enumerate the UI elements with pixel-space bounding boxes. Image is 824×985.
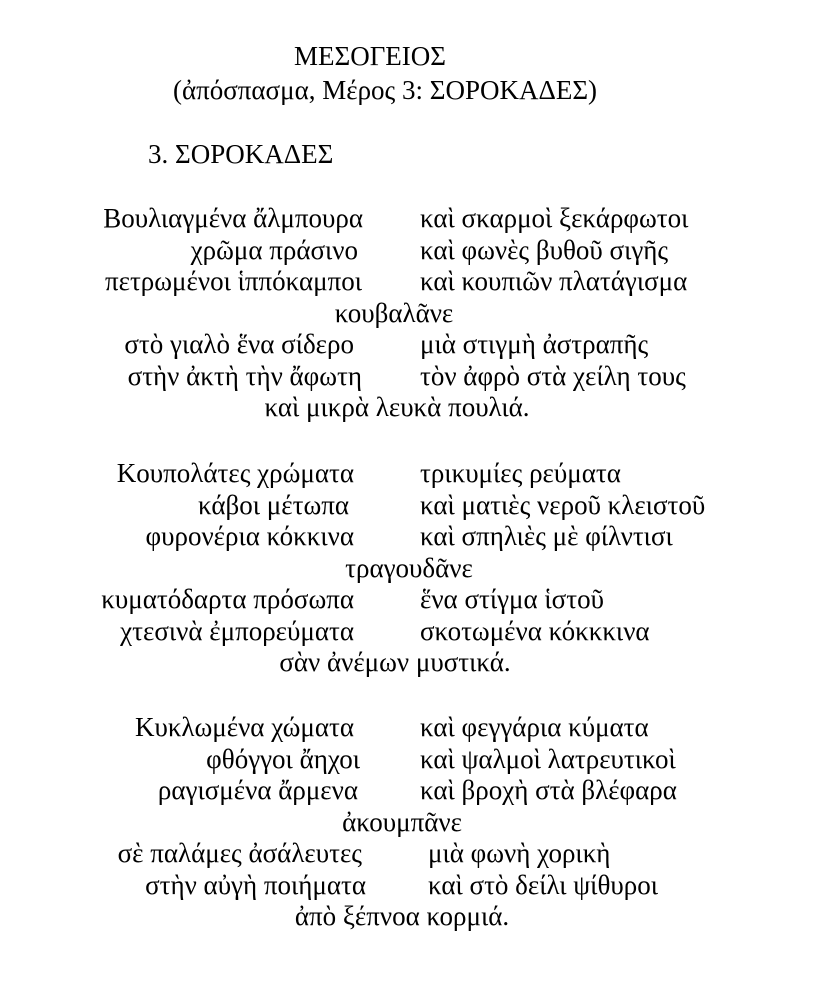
verse-line <box>0 392 824 424</box>
verse-left-column: κάβοι μέτωπα <box>198 489 349 520</box>
verse-right-column: καὶ φωνὲς βυθοῦ σιγῆς <box>420 234 669 265</box>
verse-refrain: ἀπὸ ξέπνοα κορμιά. <box>294 901 510 931</box>
verse-line <box>0 298 824 330</box>
verse-left-column: φθόγγοι ἄηχοι <box>206 743 360 774</box>
verse-line <box>0 744 824 776</box>
verse-left-column: Κυκλωμένα χώματα <box>134 712 354 742</box>
verse-line <box>0 553 824 585</box>
verse-line <box>0 616 824 648</box>
verse-refrain: τραγουδᾶνε <box>345 552 473 583</box>
verse-line <box>0 712 824 744</box>
verse-left-column: στὴν ἀκτὴ τὴν ἄφωτη <box>127 360 362 391</box>
stanza <box>0 203 824 424</box>
verse-right-column: καὶ σκαρμοὶ ξεκάρφωτοι <box>420 203 689 233</box>
verse-left-column: ραγισμένα ἄρμενα <box>157 775 358 805</box>
verse-right-column: καὶ φεγγάρια κύματα <box>420 712 649 742</box>
verse-line <box>0 870 824 902</box>
verse-left-column: στὸ γιαλὸ ἕνα σίδερο <box>124 329 354 359</box>
verse-line <box>0 329 824 361</box>
verse-line <box>0 647 824 679</box>
verse-right-column: σκοτωμένα κόκκκινα <box>420 615 650 646</box>
verse-refrain: κουβαλᾶνε <box>334 297 454 328</box>
verse-line <box>0 584 824 616</box>
poem-title: ΜΕΣΟΓΕΙΟΣ <box>293 41 447 71</box>
verse-right-column: ἕνα στίγμα ἱστοῦ <box>420 584 604 614</box>
verse-line <box>0 266 824 298</box>
verse-right-column: καὶ ματιὲς νεροῦ κλειστοῦ <box>420 489 706 520</box>
verse-left-column: χτεσινὰ ἐμπορεύματα <box>120 615 354 646</box>
verse-right-column: καὶ βροχὴ στὰ βλέφαρα <box>420 775 677 805</box>
verse-line <box>0 775 824 807</box>
verse-line <box>0 458 824 490</box>
verse-left-column: φυρονέρια κόκκινα <box>145 521 354 551</box>
verse-right-column: καὶ στὸ δείλι ψίθυροι <box>428 869 658 900</box>
poem-subtitle: (ἀπόσπασμα, Μέρος 3: ΣΟΡΟΚΑΔΕΣ) <box>172 75 598 105</box>
verse-refrain: καὶ μικρὰ λευκὰ πουλιά. <box>264 392 530 422</box>
verse-left-column: κυματόδαρτα πρόσωπα <box>101 584 354 614</box>
section-heading: 3. ΣΟΡΟΚΑΔΕΣ <box>148 139 334 169</box>
verse-left-column: σὲ παλάμες ἀσάλευτες <box>117 838 362 868</box>
verse-right-column: τὸν ἀφρὸ στὰ χείλη τους <box>420 360 686 391</box>
verse-line <box>0 490 824 522</box>
verse-right-column: καὶ κουπιῶν πλατάγισμα <box>420 266 688 296</box>
verse-right-column: τρικυμίες ρεύματα <box>420 458 621 488</box>
verse-line <box>0 361 824 393</box>
verse-refrain: σὰν ἀνέμων μυστικά. <box>279 647 511 677</box>
verse-left-column: πετρωμένοι ἱππόκαμποι <box>104 266 362 296</box>
verse-right-column: καὶ ψαλμοὶ λατρευτικοὶ <box>420 743 676 774</box>
verse-left-column: Κουπολάτες χρώματα <box>116 458 354 488</box>
verse-line <box>0 521 824 553</box>
verse-left-column: χρῶμα πράσινο <box>190 234 358 265</box>
verse-line <box>0 838 824 870</box>
verse-left-column: στὴν αὐγὴ ποιήματα <box>145 869 366 900</box>
verse-left-column: Βουλιαγμένα ἄλμπουρα <box>103 203 363 233</box>
stanza <box>0 458 824 679</box>
verse-line <box>0 901 824 933</box>
verse-line <box>0 203 824 235</box>
verse-line <box>0 235 824 267</box>
verse-line <box>0 807 824 839</box>
stanza <box>0 712 824 933</box>
verse-right-column: μιὰ στιγμὴ ἀστραπῆς <box>420 329 649 359</box>
verse-refrain: ἀκουμπᾶνε <box>342 806 462 837</box>
verse-right-column: καὶ σπηλιὲς μὲ φίλντισι <box>420 521 673 551</box>
verse-right-column: μιὰ φωνὴ χορικὴ <box>428 838 611 868</box>
